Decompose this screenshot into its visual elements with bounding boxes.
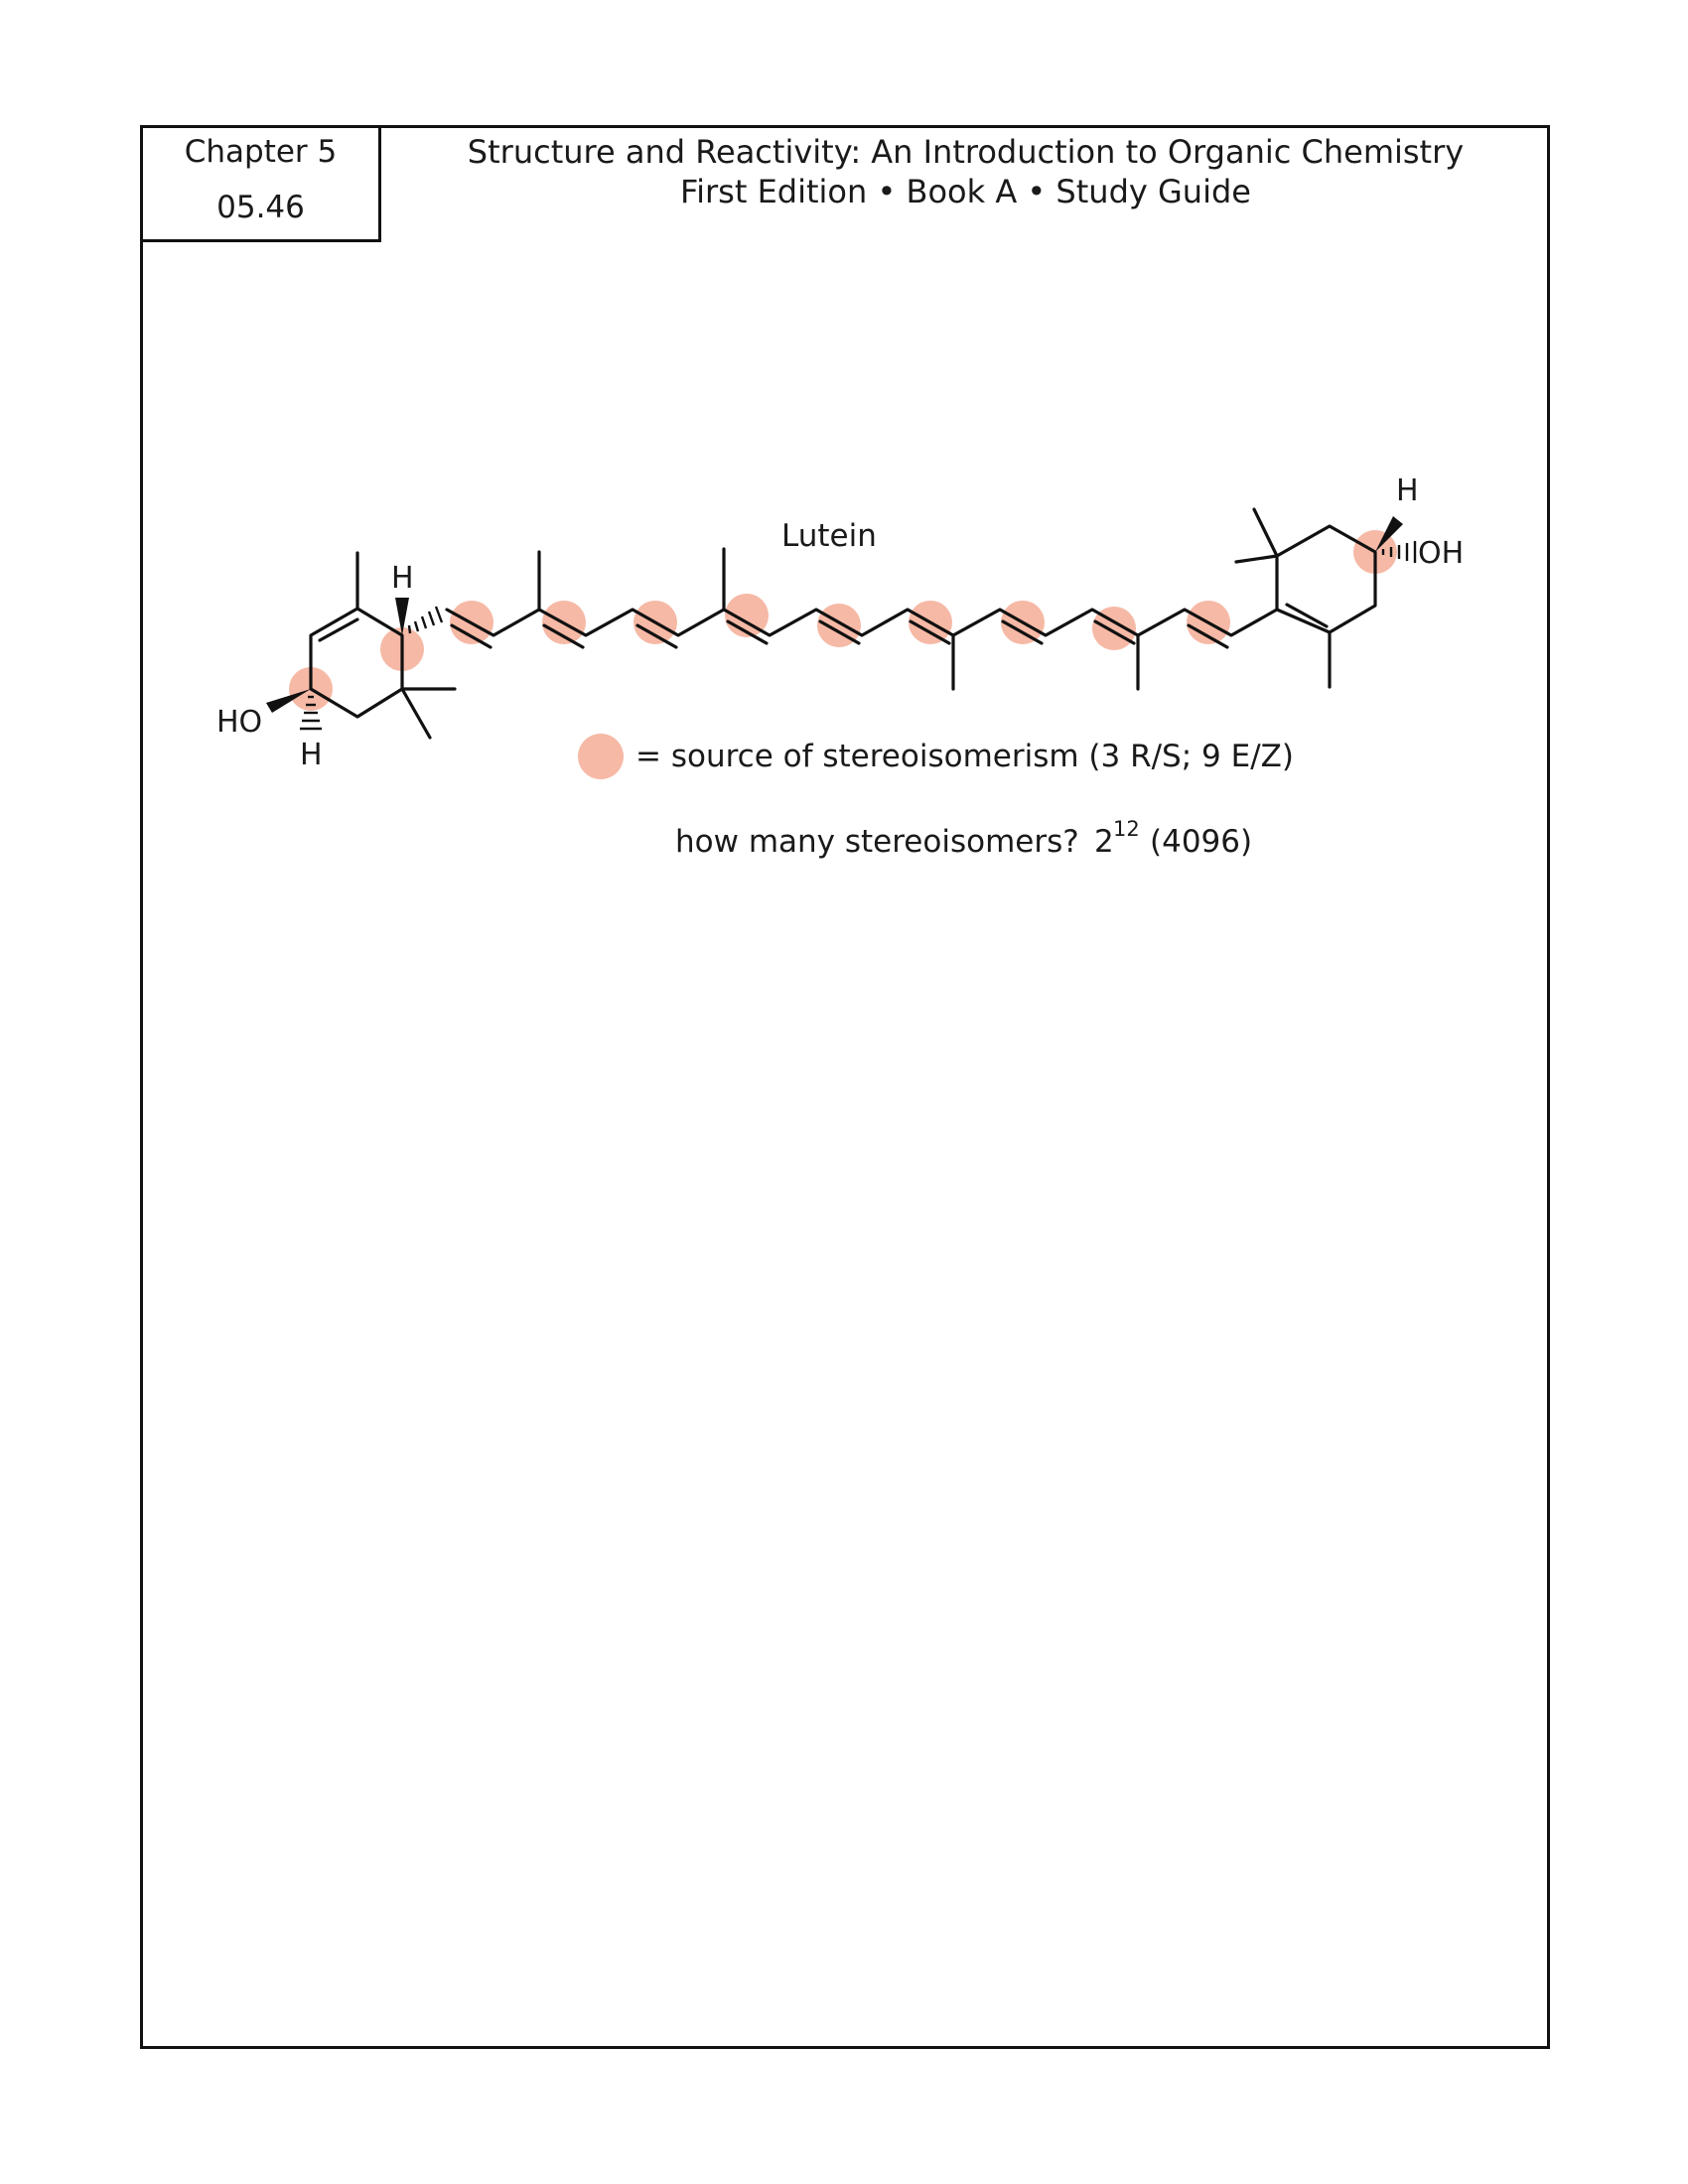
answer-exponent: 12 [1113, 817, 1140, 841]
molecule-name: Lutein [781, 518, 877, 554]
answer-base: 2 [1094, 824, 1114, 860]
right-hydrogen-label: H [1396, 474, 1419, 508]
book-subtitle: First Edition • Book A • Study Guide [680, 173, 1251, 210]
book-title: Structure and Reactivity: An Introduction to Organic Chemistry [467, 133, 1465, 171]
left-hydrogen-lower-label: H [300, 738, 323, 772]
right-gem-methyl-2 [1236, 556, 1277, 562]
left-hydroxyl-label: HO [216, 705, 263, 740]
right-hydroxyl-label: OH [1418, 536, 1465, 571]
question-text: how many stereoisomers? [675, 824, 1079, 860]
legend-text: = source of stereoisomerism (3 R/S; 9 E/Z) [635, 739, 1294, 774]
left-ring-double-bond [320, 619, 357, 640]
left-chain-hash [409, 607, 442, 633]
left-gem-methyl-2 [402, 689, 430, 738]
left-hydrogen-upper-label: H [391, 561, 414, 596]
chapter-label: Chapter 5 [184, 134, 338, 170]
right-ring [1277, 526, 1375, 632]
legend-highlight-swatch [578, 734, 624, 779]
right-gem-methyl-1 [1254, 509, 1277, 556]
answer-value: (4096) [1150, 824, 1253, 860]
problem-number: 05.46 [216, 190, 305, 225]
